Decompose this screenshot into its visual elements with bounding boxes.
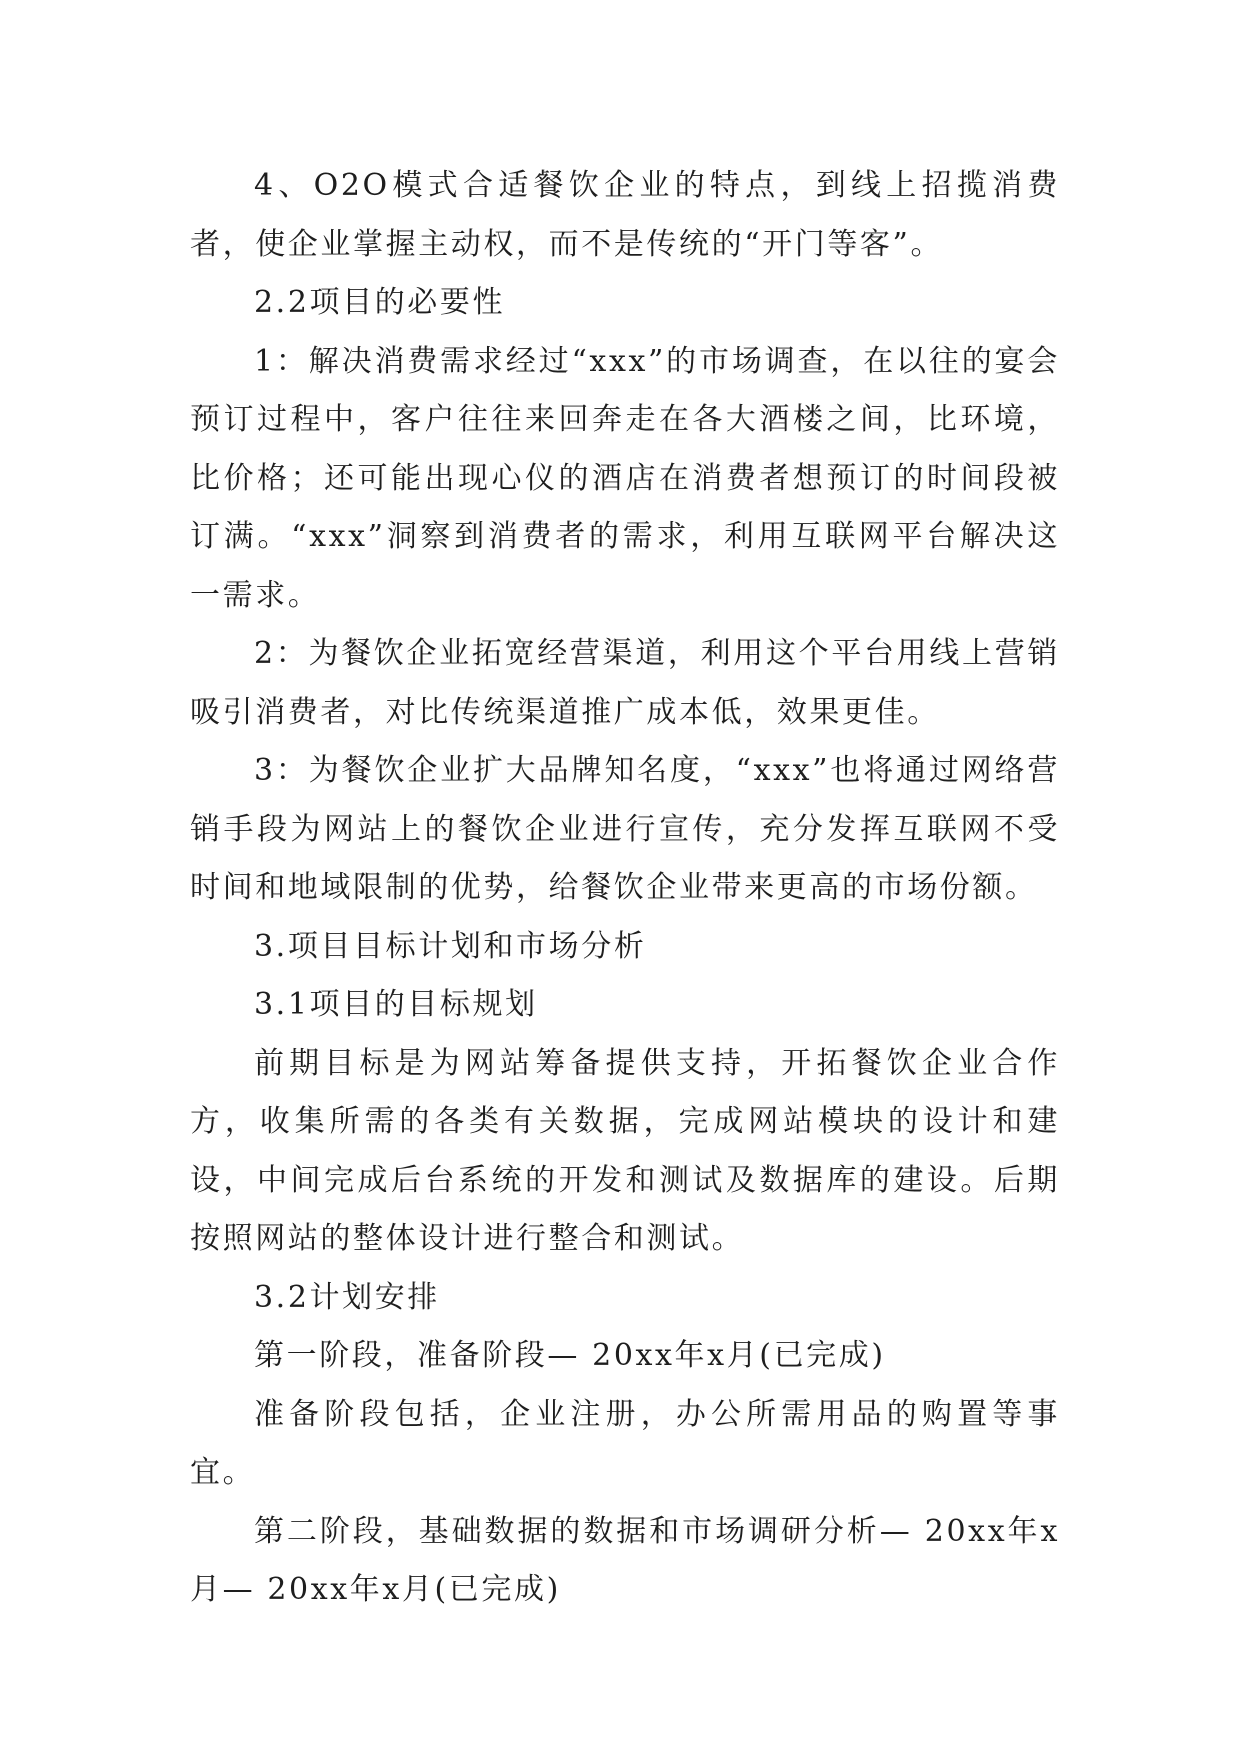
paragraph-phase-1-detail: 准备阶段包括，企业注册，办公所需用品的购置等事宜。: [190, 1396, 1060, 1490]
paragraph-necessity-1: 1：解决消费需求经过“xxx”的市场调查，在以往的宴会预订过程中，客户往往来回奔走在各大酒楼之间，比环境，比价格；还可能出现心仪的酒店在消费者想预订的时间段被订满。“xxx”洞察到消费者的需求，利用互联网平台解决这一需求。: [190, 343, 1060, 613]
heading-schedule: 3.2计划安排: [254, 1279, 440, 1315]
paragraph-goal-planning: 前期目标是为网站筹备提供支持，开拓餐饮企业合作方，收集所需的各类有关数据，完成网站模块的设计和建设，中间完成后台系统的开发和测试及数据库的建设。后期按照网站的整体设计进行整合和测试。: [190, 1045, 1060, 1256]
paragraph-necessity-3: 3：为餐饮企业扩大品牌知名度，“xxx”也将通过网络营销手段为网站上的餐饮企业进行宣传，充分发挥互联网不受时间和地域限制的优势，给餐饮企业带来更高的市场份额。: [190, 753, 1060, 905]
paragraph-phase-2: 第二阶段，基础数据的数据和市场调研分析— 20xx年x月— 20xx年x月(已完成): [190, 1513, 1060, 1607]
heading-goals-and-market: 3.项目目标计划和市场分析: [254, 928, 647, 964]
heading-goal-planning: 3.1项目的目标规划: [254, 987, 538, 1022]
paragraph-o2o-features: 4、O2O模式合适餐饮企业的特点，到线上招揽消费者，使企业掌握主动权，而不是传统的“开门等客”。: [190, 168, 1060, 262]
heading-project-necessity: 2.2项目的必要性: [254, 285, 506, 320]
document-body: [190, 157, 1060, 1620]
paragraph-necessity-2: 2：为餐饮企业拓宽经营渠道，利用这个平台用线上营销吸引消费者，对比传统渠道推广成本低，效果更佳。: [190, 636, 1060, 730]
paragraph-phase-1: 第一阶段，准备阶段— 20xx年x月(已完成): [254, 1338, 886, 1373]
